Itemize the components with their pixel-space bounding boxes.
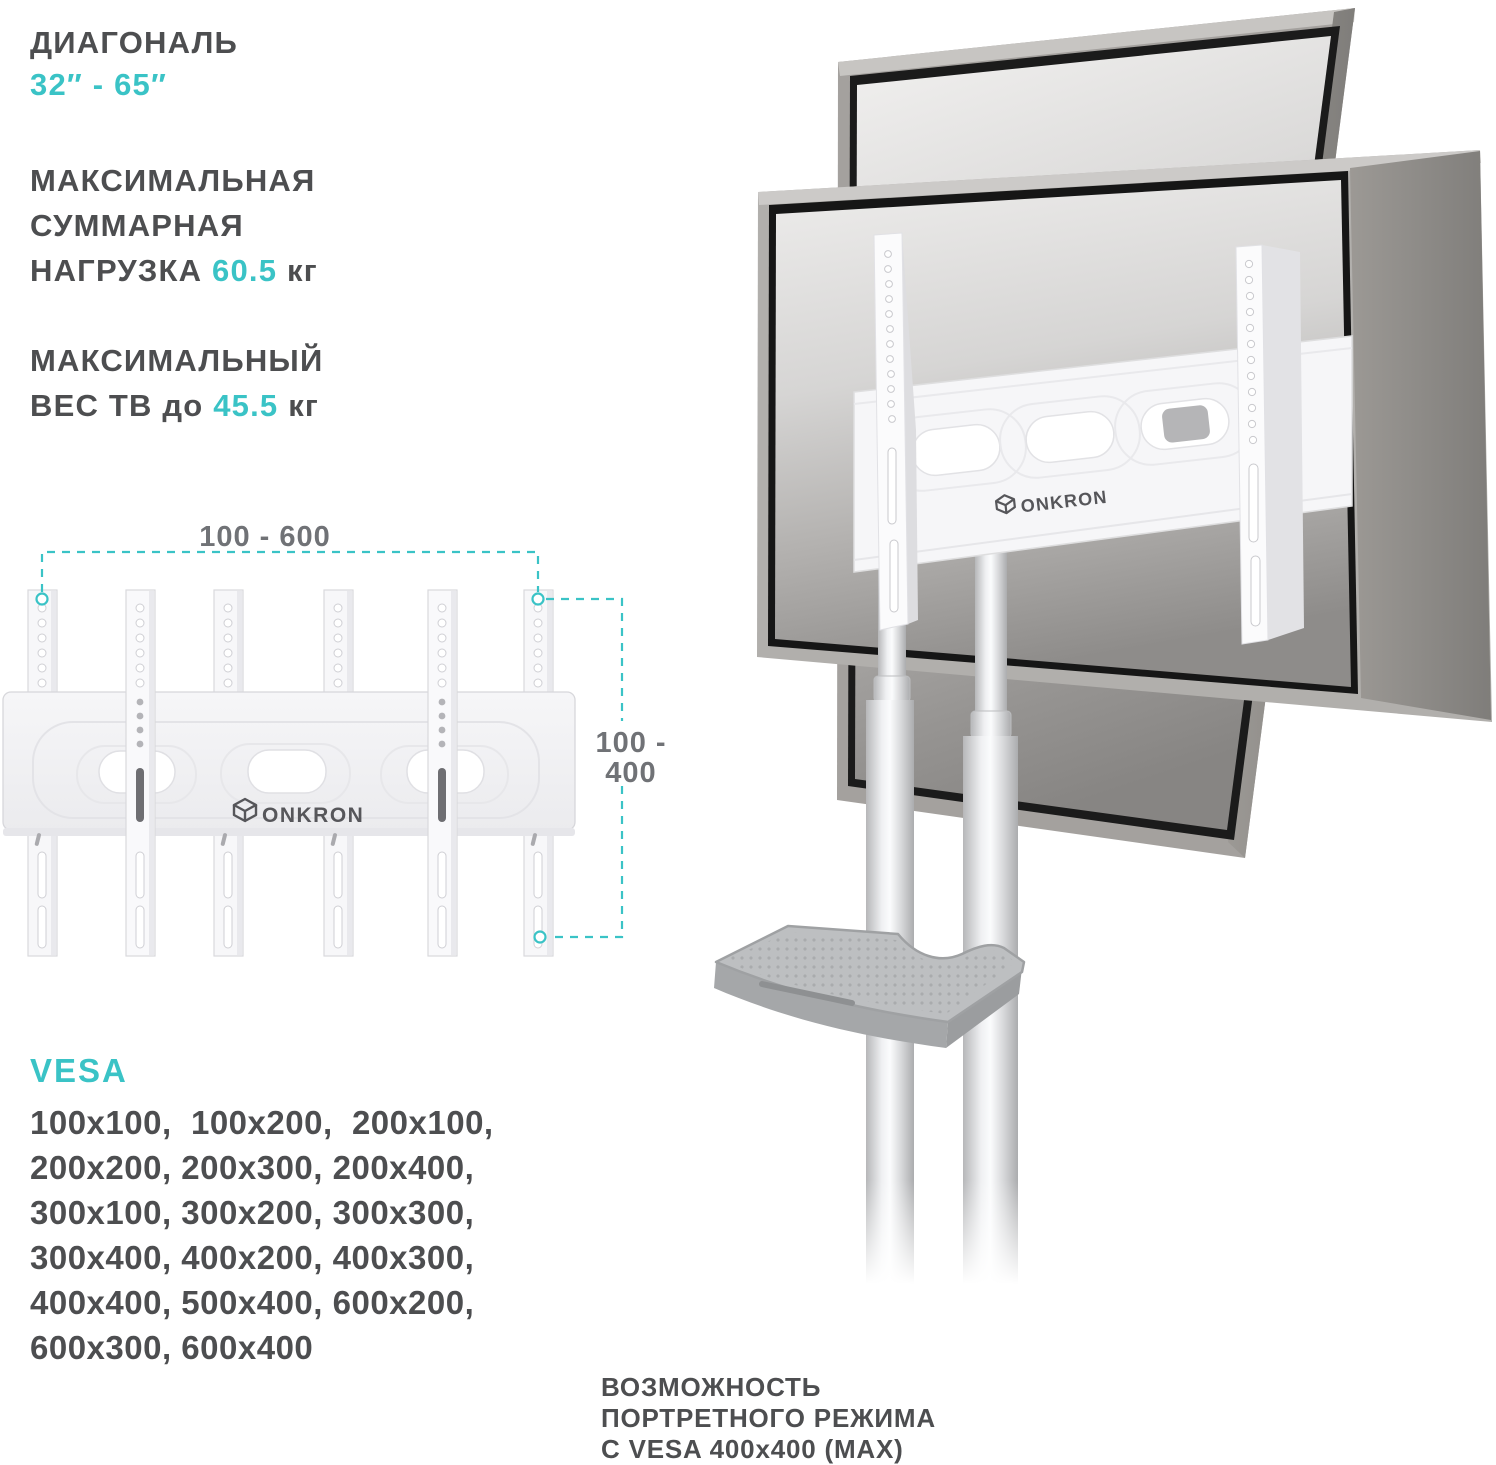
vesa-line: 400х400, 500х400, 600х200,: [30, 1284, 475, 1321]
vesa-line: 300х400, 400х200, 400х300,: [30, 1239, 475, 1276]
dimension-height-label-2: 400: [605, 757, 657, 789]
diagonal-label: ДИАГОНАЛЬ: [30, 25, 239, 60]
portrait-note-line3: С VESA 400х400 (MAX): [601, 1434, 904, 1464]
crossbar: [3, 692, 575, 846]
vesa-line: 600х300, 600х400: [30, 1329, 314, 1366]
max-load-line3: НАГРУЗКА 60.5 кг: [30, 253, 318, 288]
max-load-line2: СУММАРНАЯ: [30, 208, 244, 243]
max-tv-weight-block: [30, 338, 323, 428]
dimension-width: [42, 552, 538, 592]
dimension-width-label: 100 - 600: [199, 521, 331, 553]
max-tv-line1: МАКСИМАЛЬНЫЙ: [30, 343, 324, 378]
max-load-line1: МАКСИМАЛЬНАЯ: [30, 163, 316, 198]
vesa-title: VESA: [30, 1052, 128, 1089]
diagonal-value: 32″ - 65″: [30, 67, 168, 102]
max-tv-value: 45.5: [213, 388, 279, 423]
brand-text: ONKRON: [262, 804, 365, 827]
max-tv-line2: ВЕС ТВ до 45.5 кг: [30, 388, 320, 423]
crossbar-slots: [99, 750, 484, 793]
pole-fade: [840, 1180, 1040, 1310]
pole-left-collar: [874, 676, 910, 702]
tv-stand-illustration: [680, 0, 1496, 1464]
max-load-block: [30, 158, 318, 293]
dimension-height-label-1: 100 -: [595, 727, 667, 759]
vesa-line: 300х100, 300х200, 300х300,: [30, 1194, 475, 1231]
pole-right-collar: [971, 711, 1011, 738]
max-load-value: 60.5: [212, 253, 278, 288]
mount-rail-right: [1236, 245, 1304, 644]
portrait-note-line2: ПОРТРЕТНОГО РЕЖИМА: [601, 1403, 936, 1433]
vesa-block: [30, 1052, 494, 1370]
brand-text: ONKRON: [1019, 486, 1109, 517]
portrait-note-line1: ВОЗМОЖНОСТЬ: [601, 1372, 822, 1402]
vesa-line: 200х200, 200х300, 200х400,: [30, 1149, 475, 1186]
vesa-line: 100х100, 100х200, 200х100,: [30, 1104, 494, 1141]
mount-bracket-diagram: [0, 520, 700, 980]
